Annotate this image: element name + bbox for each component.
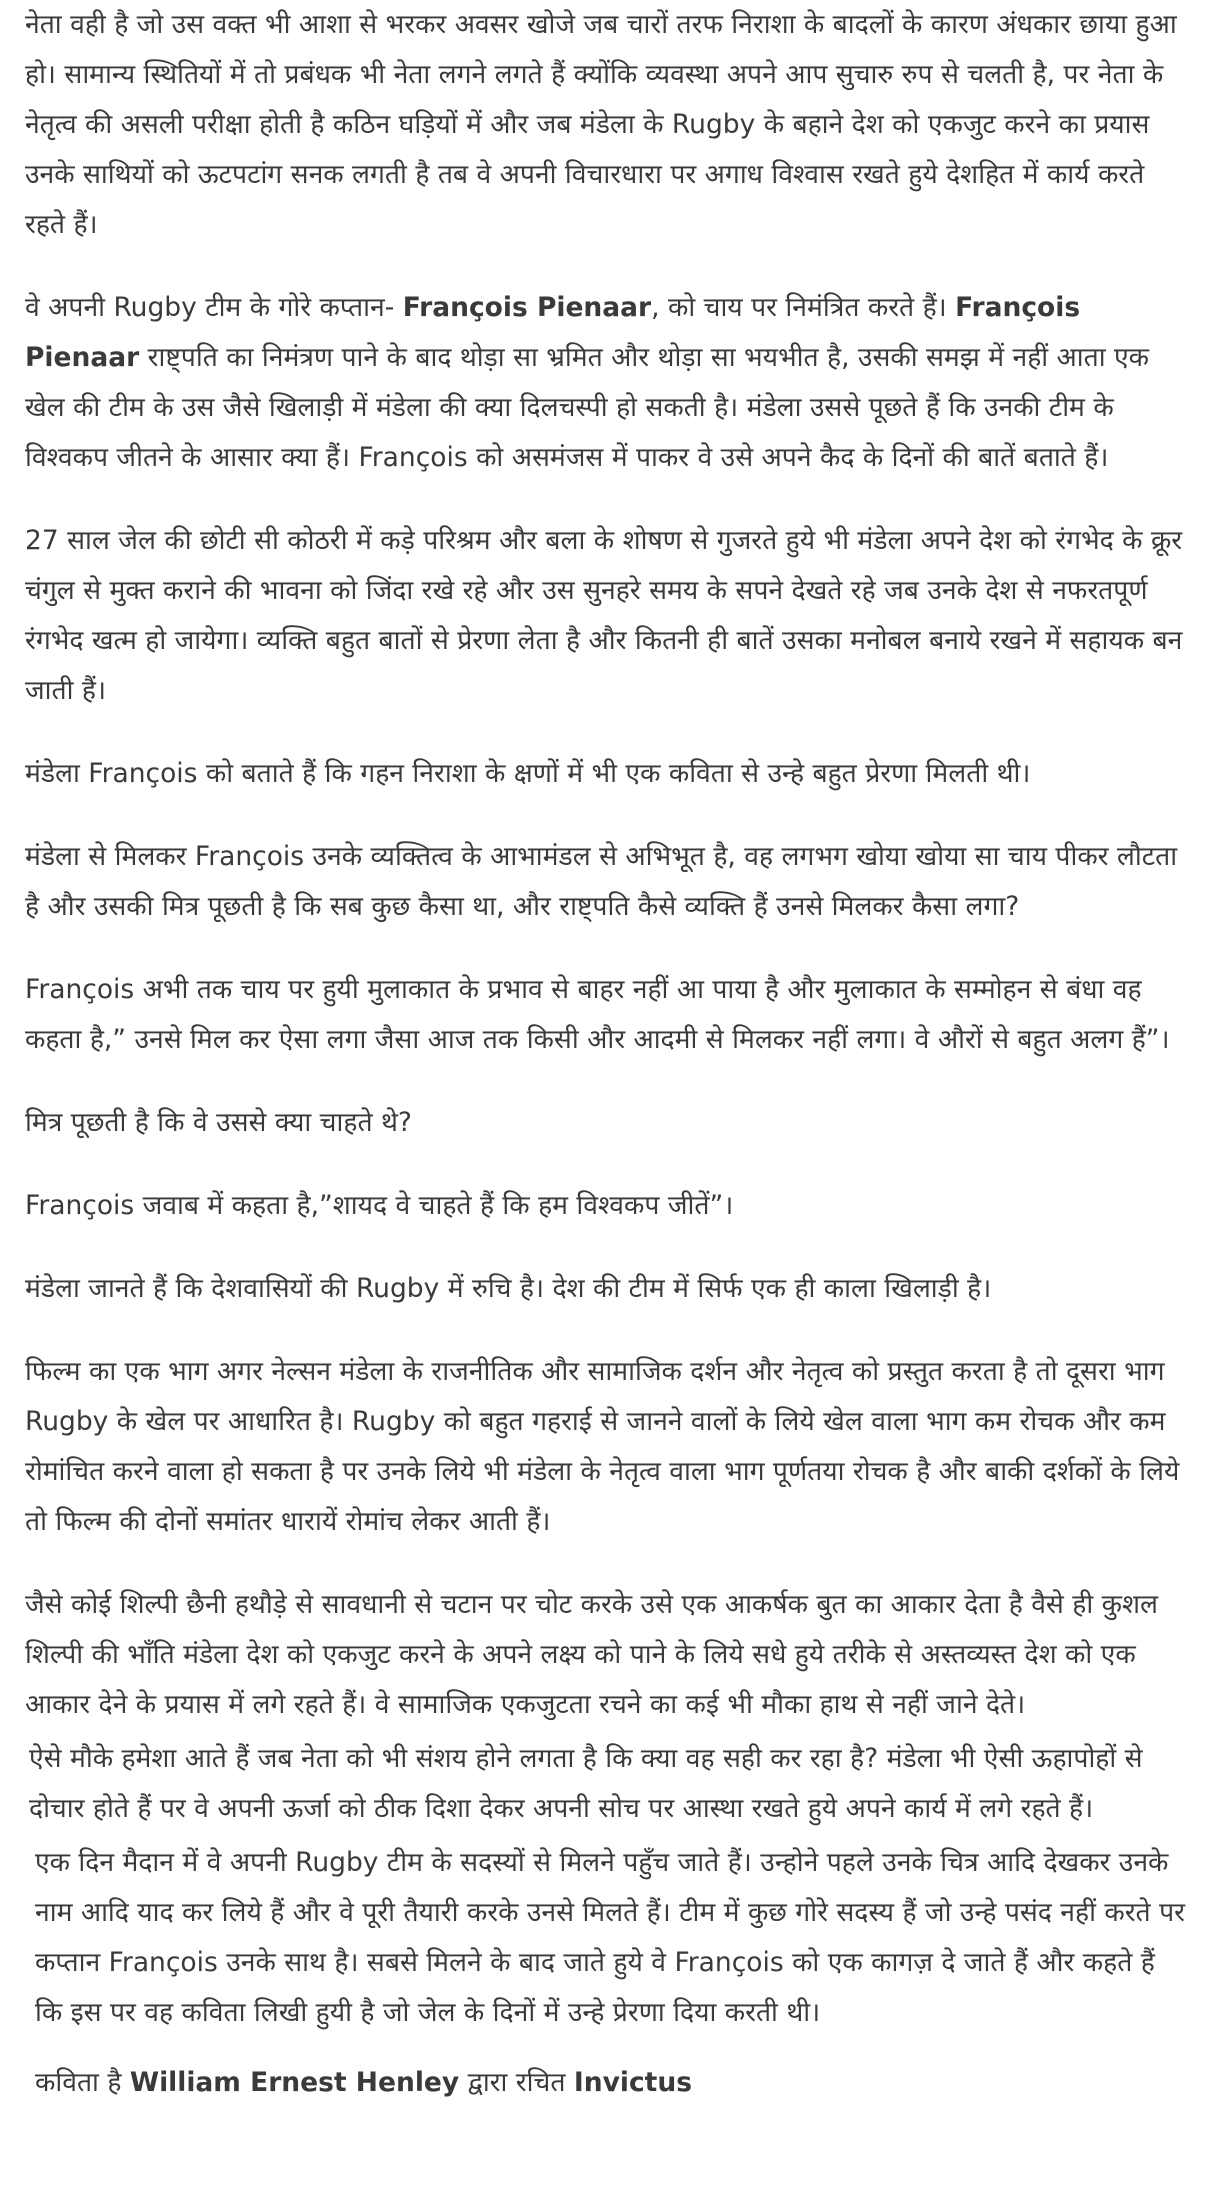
paragraph-poem-inspiration xyxy=(25,749,1185,799)
paragraph-world-cup-answer xyxy=(25,1181,1185,1231)
text-segment: कविता है xyxy=(35,2067,130,2098)
text-segment: नेता वही है जो उस वक्त भी आशा से भरकर अवसर खोजे जब चारों तरफ निराशा के बादलों के कारण अंधकार छाया हुआ हो। सामान्य स्थितियों में तो प्रबंधक भी नेता लगने लगते हैं क्योंकि व्यवस्था अपने आप सुचारु रुप से चलती है, पर नेता के नेतृत्व की असली परीक्षा होती है कठिन घड़ियों में और जब मंडेला के Rugby के बहाने देश को एकजुट करने का प्रयास उनके साथियों को ऊटपटांग सनक लगती है तब वे अपनी विचारधारा पर अगाध विश्वास रखते हुये देशहित में कार्य करते रहते हैं। xyxy=(25,9,1177,240)
paragraph-team-meeting xyxy=(25,1838,1185,2038)
text-segment: ऐसे मौके हमेशा आते हैं जब नेता को भी संशय होने लगता है कि क्या वह सही कर रहा है? मंडेला भी ऐसी ऊहापोहों से दोचार होते हैं पर वे अपनी ऊर्जा को ठीक दिशा देकर अपनी सोच पर आस्था रखते हुये अपने कार्य में लगे रहते हैं। xyxy=(29,1743,1143,1824)
paragraph-tea-invitation xyxy=(25,283,1185,483)
text-segment: François अभी तक चाय पर हुयी मुलाकात के प्रभाव से बाहर नहीं आ पाया है और मुलाकात के सम्मोहन से बंधा वह कहता है,” उनसे मिल कर ऐसा लगा जैसा आज तक किसी और आदमी से मिलकर नहीं लगा। वे औरों से बहुत अलग हैं”। xyxy=(25,974,1170,1055)
text-segment: François जवाब में कहता है,”शायद वे चाहते हैं कि हम विश्वकप जीतें”। xyxy=(25,1190,734,1221)
bold-name-francois-pienaar: François Pienaar xyxy=(402,292,652,323)
text-segment: मंडेला जानते हैं कि देशवासियों की Rugby में रुचि है। देश की टीम में सिर्फ एक ही काला खिलाड़ी है। xyxy=(25,1273,992,1304)
text-segment: मंडेला François को बताते हैं कि गहन निराशा के क्षणों में भी एक कविता से उन्हे बहुत प्रेरणा मिलती थी। xyxy=(25,758,1031,789)
paragraph-francois-reply xyxy=(25,965,1185,1065)
text-segment: जैसे कोई शिल्पी छैनी हथौड़े से सावधानी से चटान पर चोट करके उसे एक आकर्षक बुत का आकार देता है वैसे ही कुशल शिल्पी की भाँति मंडेला देश को एकजुट करने के अपने लक्ष्य को पाने के लिये सधे हुये तरीके से अस्तव्यस्त देश को एक आकार देने के प्रयास में लगे रहते हैं। वे सामाजिक एकजुटता रचने का कई भी मौका हाथ से नहीं जाने देते। xyxy=(25,1589,1158,1720)
paragraph-friend-question xyxy=(25,1098,1185,1148)
bold-name-francois-pienaar: François Pienaar xyxy=(25,292,1081,373)
text-segment: , को चाय पर निमंत्रित करते हैं। xyxy=(651,292,956,323)
paragraph-sculptor xyxy=(25,1580,1185,1730)
paragraph-rugby-interest xyxy=(25,1264,1185,1314)
text-segment: मित्र पूछती है कि वे उससे क्या चाहते थे? xyxy=(25,1107,412,1138)
paragraph-after-meeting xyxy=(25,832,1185,932)
paragraph-film-parts xyxy=(25,1347,1185,1547)
paragraph-prison-years xyxy=(25,516,1185,716)
paragraph-poem-credit xyxy=(25,2058,1185,2108)
text-segment: फिल्म का एक भाग अगर नेल्सन मंडेला के राजनीतिक और सामाजिक दर्शन और नेतृत्व को प्रस्तुत करता है तो दूसरा भाग Rugby के खेल पर आधारित है। Rugby को बहुत गहराई से जानने वालों के लिये खेल वाला भाग कम रोचक और कम रोमांचित करने वाला हो सकता है पर उनके लिये भी मंडेला के नेतृत्व वाला भाग पूर्णतया रोचक है और बाकी दर्शकों के लिये तो फिल्म की दोनों समांतर धारायें रोमांच लेकर आती हैं। xyxy=(25,1356,1180,1537)
text-segment: द्वारा रचित xyxy=(459,2067,574,2098)
text-segment: वे अपनी Rugby टीम के गोरे कप्तान- xyxy=(25,292,403,323)
text-segment: 27 साल जेल की छोटी सी कोठरी में कड़े परिश्रम और बला के शोषण से गुजरते हुये भी मंडेला अपने देश को रंगभेद के क्रूर चंगुल से मुक्त कराने की भावना को जिंदा रखे रहे और उस सुनहरे समय के सपने देखते रहे जब उनके देश से नफरतपूर्ण रंगभेद खत्म हो जायेगा। व्यक्ति बहुत बातों से प्रेरणा लेता है और कितनी ही बातें उसका मनोबल बनाये रखने में सहायक बन जाती हैं। xyxy=(25,525,1183,706)
text-segment: एक दिन मैदान में वे अपनी Rugby टीम के सदस्यों से मिलने पहुँच जाते हैं। उन्होने पहले उनके चित्र आदि देखकर उनके नाम आदि याद कर लिये हैं और वे पूरी तैयारी करके उनसे मिलते हैं। टीम में कुछ गोरे सदस्य हैं जो उन्हे पसंद नहीं करते पर कप्तान François उनके साथ है। सबसे मिलने के बाद जाते हुये वे François को एक कागज़ दे जाते हैं और कहते हैं कि इस पर वह कविता लिखी हुयी है जो जेल के दिनों में उन्हे प्रेरणा दिया करती थी। xyxy=(35,1847,1185,2028)
text-segment: राष्ट्पति का निमंत्रण पाने के बाद थोड़ा सा भ्रमित और थोड़ा सा भयभीत है, उसकी समझ में नहीं आता एक खेल की टीम के उस जैसे खिलाड़ी में मंडेला की क्या दिलचस्पी हो सकती है। मंडेला उससे पूछते हैं कि उनकी टीम के विश्वकप जीतने के आसार क्या हैं। François को असमंजस में पाकर वे उसे अपने कैद के दिनों की बातें बताते हैं। xyxy=(25,342,1150,473)
bold-author-name: William Ernest Henley xyxy=(129,2067,460,2098)
paragraph-leadership xyxy=(25,0,1185,250)
paragraph-doubts xyxy=(25,1734,1185,1834)
article-body xyxy=(25,0,1185,2108)
bold-poem-title: Invictus xyxy=(573,2067,692,2098)
text-segment: मंडेला से मिलकर François उनके व्यक्तित्व के आभामंडल से अभिभूत है, वह लगभग खोया खोया सा चाय पीकर लौटता है और उसकी मित्र पूछती है कि सब कुछ कैसा था, और राष्ट्पति कैसे व्यक्ति हैं उनसे मिलकर कैसा लगा? xyxy=(25,841,1178,922)
